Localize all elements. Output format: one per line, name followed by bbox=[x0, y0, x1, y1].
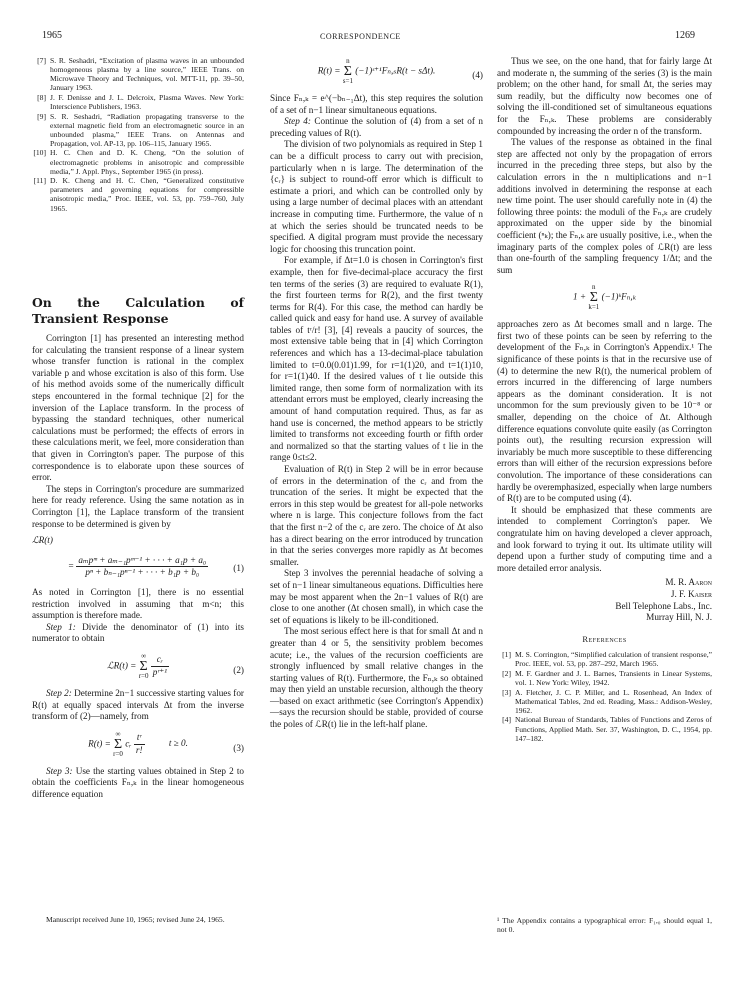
body-paragraph: approaches zero as Δt becomes small and n large. The first two of these points can be seen by referring to the development of the Fₙ,ₖ in Corrington's Appendix.¹ The significance of these points is that in the recursive use of (4) to determine the new R(t), the numerical problem of errors incurred in the differencing of large numbers appears as the dominant consideration. It is not uncommon for the sum previously given to be 10⁻⁸ or smaller, depending on the choice of Δt. Although difference equations convolute quite easily (as Corrington points out), the resulting recursion expression will invariably be much more susceptible to these differencing errors than will either of the recursion expressions before convolution. The importance of these considerations can hardly be overemphasized, especially when large numbers of R(t) are to be computed using (4). bbox=[497, 319, 712, 504]
reference-item bbox=[497, 688, 712, 715]
body-paragraph: Since Fₙ,ₖ = e^(−bₙ₋₁Δt), this step requires the solution of a set of n−1 linear simultaneous equations. bbox=[270, 93, 483, 115]
author-affiliation: Bell Telephone Labs., Inc. bbox=[615, 600, 712, 611]
reference-number: [2] bbox=[502, 669, 511, 678]
reference-item bbox=[497, 650, 712, 668]
body-paragraph: Thus we see, on the one hand, that for fairly large Δt and moderate n, the summing of the series (3) is the main problem; on the other hand, for small Δt, the series may sum readily, but the difficulty now becomes one of solving the ill-conditioned set of simultaneous equations for the Fₙ,ₖ. These problems are considerably compounded by increasing the order n of the transform. bbox=[497, 56, 712, 136]
equation-3-denominator: r! bbox=[135, 744, 143, 755]
references-heading: References bbox=[582, 633, 627, 644]
summation-symbol: n Σ k=1 bbox=[588, 283, 600, 312]
references-list bbox=[497, 650, 712, 742]
body-paragraph bbox=[32, 688, 244, 723]
equation-3-numerator: tʳ bbox=[134, 732, 145, 745]
running-head: CORRESPONDENCE bbox=[320, 32, 401, 41]
reference-number: [9] bbox=[37, 111, 46, 121]
reference-item bbox=[32, 56, 244, 92]
step-text: Determine 2n−1 successive starting values for R(t) at equally spaced intervals Δt from the inverse transform of (2)—namely, from bbox=[32, 687, 244, 722]
reference-item bbox=[32, 176, 244, 212]
sum-upper-limit: n bbox=[346, 57, 350, 65]
sum-upper-limit: ∞ bbox=[115, 729, 121, 738]
equation-1-numerator: aₘpᵐ + aₘ₋₁pᵐ⁻¹ + · · · + a₁p + a₀ bbox=[76, 555, 208, 568]
sum-expression-lhs: 1 + bbox=[572, 291, 587, 302]
equation-number: (3) bbox=[233, 742, 244, 753]
equation-1-fraction bbox=[76, 555, 208, 579]
step-text: Use the starting values obtained in Step 2 to obtain the coefficients Fₙ,ₖ in the linear homogeneous difference equation bbox=[32, 765, 244, 799]
reference-item bbox=[497, 669, 712, 687]
equation-3-term: cᵣ bbox=[125, 738, 132, 749]
body-paragraph: For example, if Δt=1.0 is chosen in Corrington's first example, then for five-decimal-place accuracy the first ten terms of the series (3) are required to evaluate R(1), the first fourteen terms for R(2), and the first twenty terms for R(4). For this case, the method can hardly be called quick and easy for hand use. A survey of available tables of tʳ/r! [3], [4] reveals a paucity of sources, the most extensive table being that in [4] which Corrington references and which has a 13-decimal-place tabulation limited to t=0.0(0.01)1.99, for r=1(1)20, and t=1(1)10, for r=1(1)40. If the desired values of t lie outside this limited range, then some form of normalization with its attendant errors must be employed, clearly increasing the amount of hand computation required. Thus, as far as hand use is concerned, the method appears to be strictly limited to transforms not exceeding fourth or fifth order and normalized so that the starting values of t lie in the range 0≤t≤2. bbox=[270, 255, 483, 463]
article-title: On the Calculation of Transient Response bbox=[32, 295, 244, 326]
body-paragraph: It should be emphasized that these comments are intended to complement Corrington's paper. We congratulate him on having developed a clever approach, and look forward to trying it out. Its ultimate utility will depend upon a further study of computing time and a more detailed error analysis. bbox=[497, 504, 712, 573]
sum-upper-limit: ∞ bbox=[141, 651, 147, 660]
body-paragraph: The values of the response as obtained in the final step are affected not only by the propagation of errors incurred in the preceding three steps, but also by the calculation errors in the n multiplications and n−1 additions involved in determining the response at each new time point. The user should carefully note in (4) the following three points: the moduli of the Fₙ,ₖ are crudely approximated on the upper side by the binomial coefficient (ⁿₖ); the Fₙ,ₖ are usually positive, i.e., when the imaginary parts of the complex poles of ℒR(t) are less than one-fourth of the sampling frequency 1/Δt; and the sum bbox=[497, 137, 712, 275]
reference-text: A. Fletcher, J. C. P. Miller, and L. Rosenhead, An Index of Mathematical Tables, 2nd ed. Reading, Mass.: Addison-Wesley, 1962. bbox=[515, 687, 712, 715]
equation-2-numerator: cᵣ bbox=[151, 654, 169, 667]
reference-text: S. R. Seshadri, “Excitation of plasma waves in an unbounded homogeneous plasma by a line source,” IEEE Trans. on Microwave Theory and Techniques, vol. MTT-11, pp. 39–50, January 1963. bbox=[50, 56, 244, 93]
reference-item bbox=[32, 148, 244, 175]
page-number-left: 1965 bbox=[42, 30, 62, 41]
sum-lower-limit: s=1 bbox=[342, 77, 353, 85]
equation-4 bbox=[270, 58, 483, 85]
body-paragraph: Step 3 involves the perennial headache of solving a set of n−1 linear simultaneous equations. Difficulties here may be most apparent when the 2n−1 values of R(t) are close to one another (Δt chosen small), in which case the set of equations is likely to be ill-conditioned. bbox=[270, 568, 483, 625]
equation-1: = $\frac{\text{aₘpᵐ + aₘ₋₁pᵐ⁻¹ + · · · + a₁p + a₀}}{\text{pⁿ + bₙ₋₁pⁿ⁻¹ + · · · + b₁p + b₀}}$ (1) bbox=[67, 554, 244, 578]
reference-number: [8] bbox=[37, 92, 46, 102]
equation-2-fraction bbox=[151, 654, 169, 678]
step-text: Divide the denominator of (1) into its numerator to obtain bbox=[32, 621, 244, 644]
left-column bbox=[32, 56, 244, 801]
continued-references bbox=[32, 56, 244, 213]
equation-1-denominator: pⁿ + bₙ₋₁pⁿ⁻¹ + · · · + b₁p + b₀ bbox=[85, 567, 200, 578]
equation-number: (4) bbox=[472, 70, 483, 80]
equation-3-fraction bbox=[134, 732, 145, 756]
reference-text: H. C. Chen and D. K. Cheng, “On the solution of electromagnetic problems in anisotropic and compressible media,” J. Appl. Phys., September 1965 (in press). bbox=[50, 148, 244, 176]
sum-lower-limit: r=0 bbox=[138, 671, 149, 680]
equation-3-condition: t ≥ 0. bbox=[168, 738, 188, 749]
reference-item bbox=[32, 93, 244, 111]
summation-symbol: ∞ Σ r=0 bbox=[138, 651, 149, 680]
reference-number: [4] bbox=[502, 715, 511, 725]
reference-text: J. F. Denisse and J. L. Delcroix, Plasma Waves. New York: Interscience Publishers, 1963. bbox=[50, 92, 244, 111]
sum-lower-limit: r=0 bbox=[113, 749, 123, 758]
reference-item bbox=[497, 715, 712, 742]
reference-item bbox=[32, 112, 244, 148]
reference-number: [3] bbox=[502, 687, 511, 697]
right-column bbox=[497, 56, 712, 743]
footnote: ¹ The Appendix contains a typographical error: F₁,₀ should equal 1, not 0. bbox=[497, 916, 712, 934]
reference-text: M. S. Corrington, “Simplified calculation of transient response,” Proc. IEEE, vol. 53, pp. 287–292, March 1965. bbox=[515, 650, 712, 669]
reference-number: [7] bbox=[37, 56, 46, 65]
reference-text: National Bureau of Standards, Tables of Functions and Zeros of Functions, Applied Math. Ser. 37, Washington, D. C., 1954, pp. 147–182. bbox=[515, 715, 712, 743]
author-location: Murray Hill, N. J. bbox=[646, 612, 712, 623]
step-text: Continue the solution of (4) from a set of n preceding values of R(t). bbox=[270, 116, 483, 138]
reference-text: M. F. Gardner and J. L. Barnes, Transients in Linear Systems, vol. 1. New York: Wiley, 1942. bbox=[515, 669, 712, 688]
equation-3-lhs: R(t) = bbox=[88, 738, 111, 749]
manuscript-received-note: Manuscript received June 10, 1965; revised June 24, 1965. bbox=[46, 915, 225, 924]
reference-number: [11] bbox=[33, 176, 46, 186]
page-number-right: 1269 bbox=[675, 30, 695, 41]
step-label: Step 3: bbox=[46, 765, 73, 776]
body-paragraph bbox=[32, 766, 244, 801]
author-signature bbox=[497, 577, 712, 623]
reference-number: [10] bbox=[33, 148, 46, 158]
sum-expression-rhs: (−1)ᵏFₙ,ₖ bbox=[601, 291, 637, 302]
step-label: Step 4: bbox=[284, 116, 311, 127]
middle-column bbox=[270, 56, 483, 731]
equation-number: (2) bbox=[233, 664, 244, 675]
body-paragraph: Corrington [1] has presented an interesting method for calculating the transient response of a linear system whose transfer function is rational in the complex variable p and whose excitation is also of this form. Use of his method avoids some of the numerically difficult steps encountered in the formal technique [2] for the inversion of the Laplace transform. In the process of bypassing the standard techniques, other numerical calculations must be performed; the effects of errors in these calculations merit, we feel, more consideration than that given in Corrington's paper. The purpose of this correspondence is to elaborate upon these sources of error. bbox=[32, 333, 244, 483]
body-paragraph: The division of two polynomials as required in Step 1 can be a difficult process to carry out with precision, particularly when n is large. The determination of the {cᵣ} is subject to round-off error which is difficult to estimate a priori, and which can be controlled only by using a large number of decimal places with an attendant increase in computing time. Furthermore, the value of n at which the series should be truncated needs to be specified. A digital program must provide the necessary logic for choosing this truncation point. bbox=[270, 139, 483, 254]
body-paragraph: The steps in Corrington's procedure are summarized here for ready reference. Using the same notation as in Corrington [1], the Laplace transform of the transient response to be determined is given by bbox=[32, 483, 244, 529]
body-paragraph: As noted in Corrington [1], there is no essential restriction involved in assuming that m<n; this assumption is therefore made. bbox=[32, 586, 244, 621]
author-name: M. R. Aaron bbox=[665, 577, 712, 588]
author-name: J. F. Kaiser bbox=[670, 588, 712, 599]
body-paragraph bbox=[32, 622, 244, 645]
body-paragraph: The most serious effect here is that for small Δt and n greater than 4 or 5, the sensitivity problem becomes acute; i.e., the values of the recursion coefficients are strongly influenced by small relative changes in the starting values of R(t). Furthermore, the Fₙ,ₖ so obtained may then yield an unstable recursion, although the theory—based on exact arithmetic (see Corrington's Appendix)—says the recursion should be stable, provided of course the poles of ℒR(t) lie in the left-half plane. bbox=[270, 626, 483, 730]
equation-4-lhs: R(t) = bbox=[317, 65, 341, 76]
reference-text: D. K. Cheng and H. C. Chen, “Generalized constitutive parameters and governing equations for compressible anisotropic media,” Proc. IEEE, vol. 53, pp. 759–760, July 1965. bbox=[50, 176, 244, 213]
sum-expression bbox=[497, 284, 712, 311]
step-label: Step 2: bbox=[46, 687, 72, 698]
sum-lower-limit: k=1 bbox=[588, 303, 600, 312]
reference-text: S. R. Seshadri, “Radiation propagating transverse to the external magnetic field from an electromagnetic source in an unbounded plasma,” IEEE Trans. on Antennas and Propagation, vol. AP-13, pp. 106–115, January 1965. bbox=[50, 111, 244, 148]
summation-symbol: ∞ Σ r=0 bbox=[113, 729, 123, 758]
equation-2-lhs: ℒR(t) = bbox=[106, 660, 137, 671]
sum-upper-limit: n bbox=[592, 283, 596, 292]
equation-3 bbox=[32, 731, 244, 758]
equation-1-lhs: ℒR(t) bbox=[32, 535, 53, 546]
equation-2-denominator: pʳ⁺¹ bbox=[152, 666, 168, 677]
body-paragraph: Evaluation of R(t) in Step 2 will be in error because of errors in the determination of the cᵣ and from the truncation of the series. It might be expected that the errors in this step would be greatest for all-pole networks where n is large. This conjecture follows from the fact that the first n−2 of the cᵣ are zero. The choice of Δt also has a direct bearing on the error introduced by truncation in that the series converges more rapidly as Δt becomes smaller. bbox=[270, 464, 483, 567]
summation-symbol: n Σ s=1 bbox=[342, 57, 353, 85]
reference-number: [1] bbox=[502, 650, 511, 660]
equation-4-rhs: (−1)ˢ⁺¹Fₙ,ₛR(t − sΔt). bbox=[355, 65, 436, 76]
equation-2 bbox=[32, 653, 244, 680]
step-label: Step 1: bbox=[46, 621, 76, 632]
equation-number: (1) bbox=[233, 562, 244, 573]
body-paragraph bbox=[270, 116, 483, 139]
